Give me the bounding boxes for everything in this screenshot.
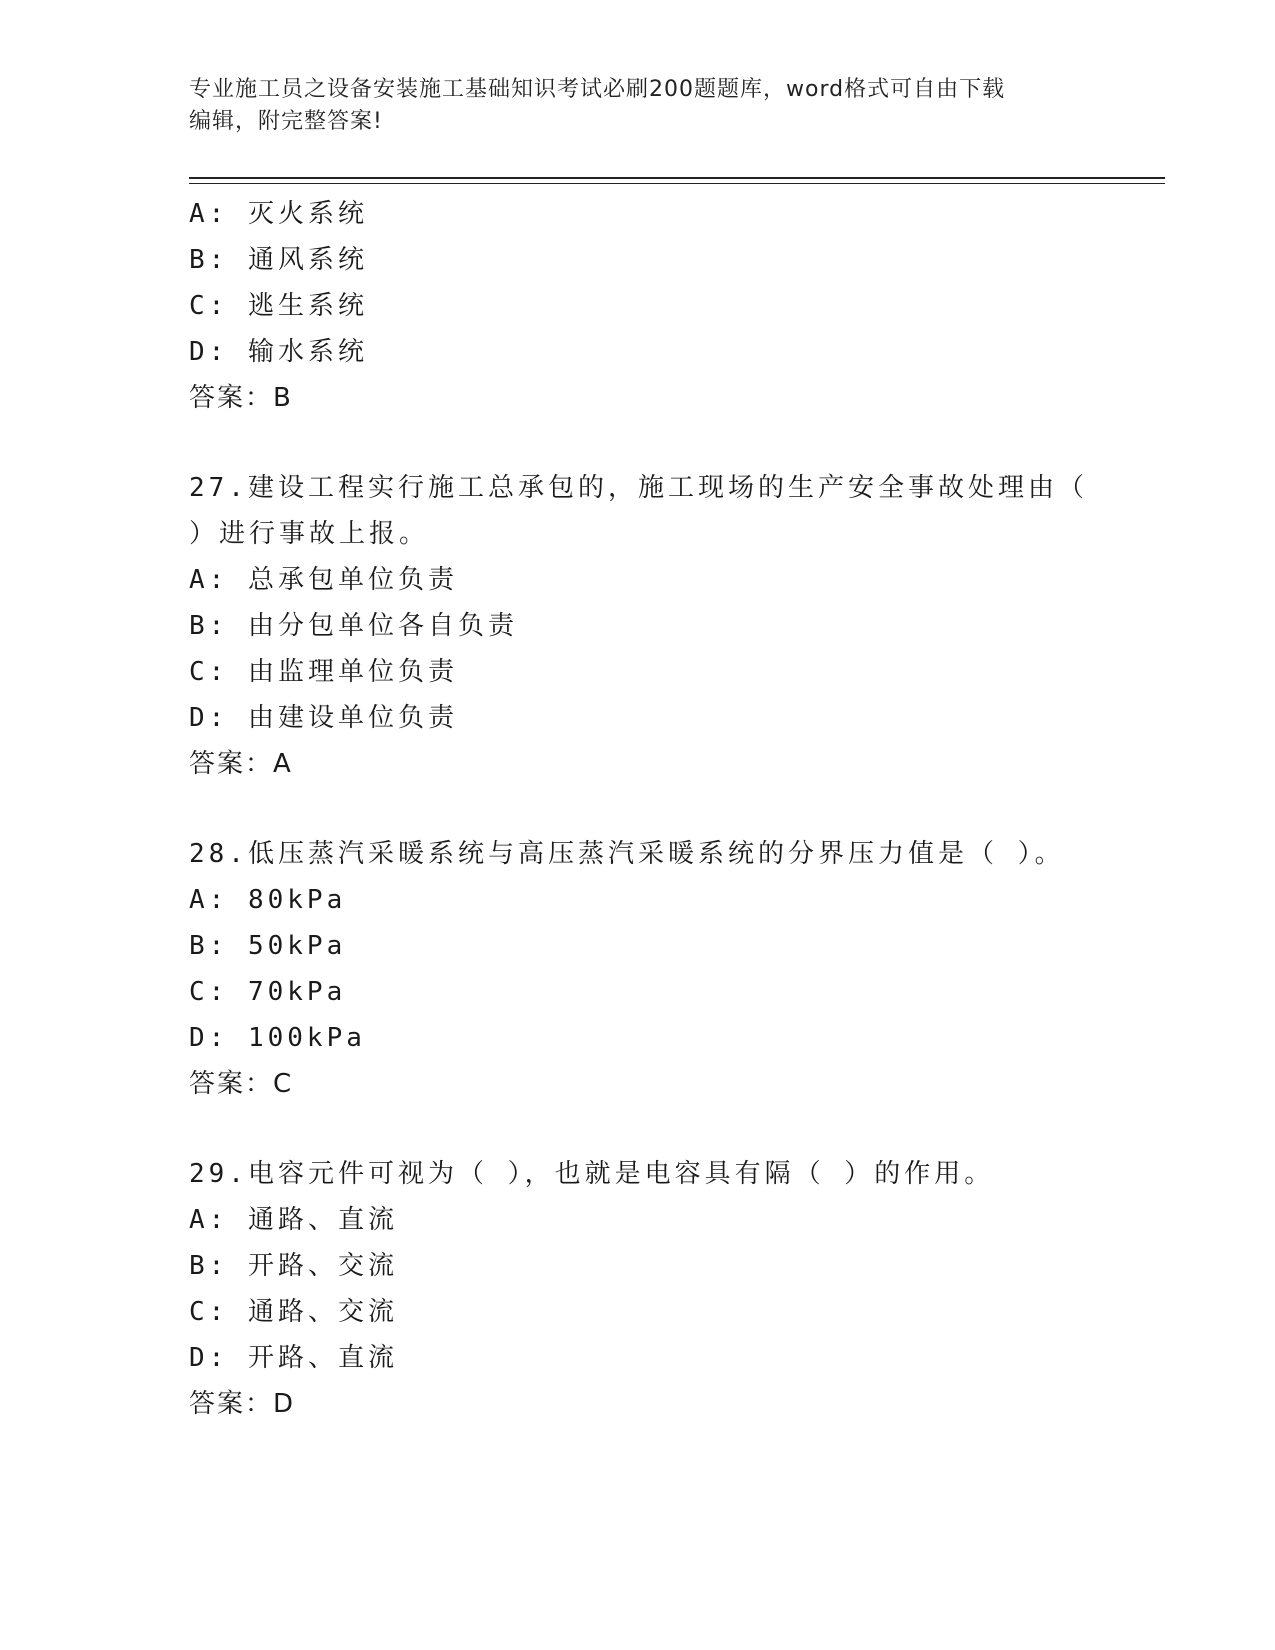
option-b: B: 50kPa xyxy=(189,931,347,961)
question-block-29 xyxy=(189,1151,1149,1427)
option-b: B: 通风系统 xyxy=(189,245,368,275)
block-spacer xyxy=(189,1107,1149,1151)
answer-line: 答案：C xyxy=(189,1069,294,1099)
question-text: 28.低压蒸汽采暖系统与高压蒸汽采暖系统的分界压力值是（ ）。 xyxy=(189,839,1065,869)
option-d: D: 100kPa xyxy=(189,1023,366,1053)
option-b: B: 由分包单位各自负责 xyxy=(189,611,518,641)
option-d: D: 由建设单位负责 xyxy=(189,703,458,733)
header-divider-thin xyxy=(189,183,1165,184)
header-title-line-1: 专业施工员之设备安装施工基础知识考试必刷200题题库，word格式可自由下载 xyxy=(189,77,1006,102)
header-title-line-2: 编辑，附完整答案! xyxy=(189,109,383,134)
header-divider-thick xyxy=(189,177,1165,179)
option-d: D: 输水系统 xyxy=(189,337,368,367)
option-c: C: 70kPa xyxy=(189,977,347,1007)
question-block-28 xyxy=(189,831,1149,1107)
answer-line: 答案：A xyxy=(189,749,293,779)
block-spacer xyxy=(189,787,1149,831)
option-a: A: 总承包单位负责 xyxy=(189,565,458,595)
option-a: A: 80kPa xyxy=(189,885,347,915)
option-d: D: 开路、直流 xyxy=(189,1343,398,1373)
question-block-26 xyxy=(189,191,1149,421)
question-text: 29.电容元件可视为（ ），也就是电容具有隔（ ）的作用。 xyxy=(189,1159,995,1189)
block-spacer xyxy=(189,421,1149,465)
option-c: C: 通路、交流 xyxy=(189,1297,398,1327)
document-header xyxy=(189,74,1089,138)
option-c: C: 由监理单位负责 xyxy=(189,657,458,687)
question-list xyxy=(189,191,1149,1427)
option-b: B: 开路、交流 xyxy=(189,1251,398,1281)
answer-line: 答案：D xyxy=(189,1389,296,1419)
answer-line: 答案：B xyxy=(189,383,293,413)
option-a: A: 通路、直流 xyxy=(189,1205,398,1235)
question-block-27 xyxy=(189,465,1149,787)
option-c: C: 逃生系统 xyxy=(189,291,368,321)
option-a: A: 灭火系统 xyxy=(189,199,368,229)
question-text-continued: ）进行事故上报。 xyxy=(189,519,430,549)
question-text: 27.建设工程实行施工总承包的，施工现场的生产安全事故处理由（ xyxy=(189,473,1088,503)
